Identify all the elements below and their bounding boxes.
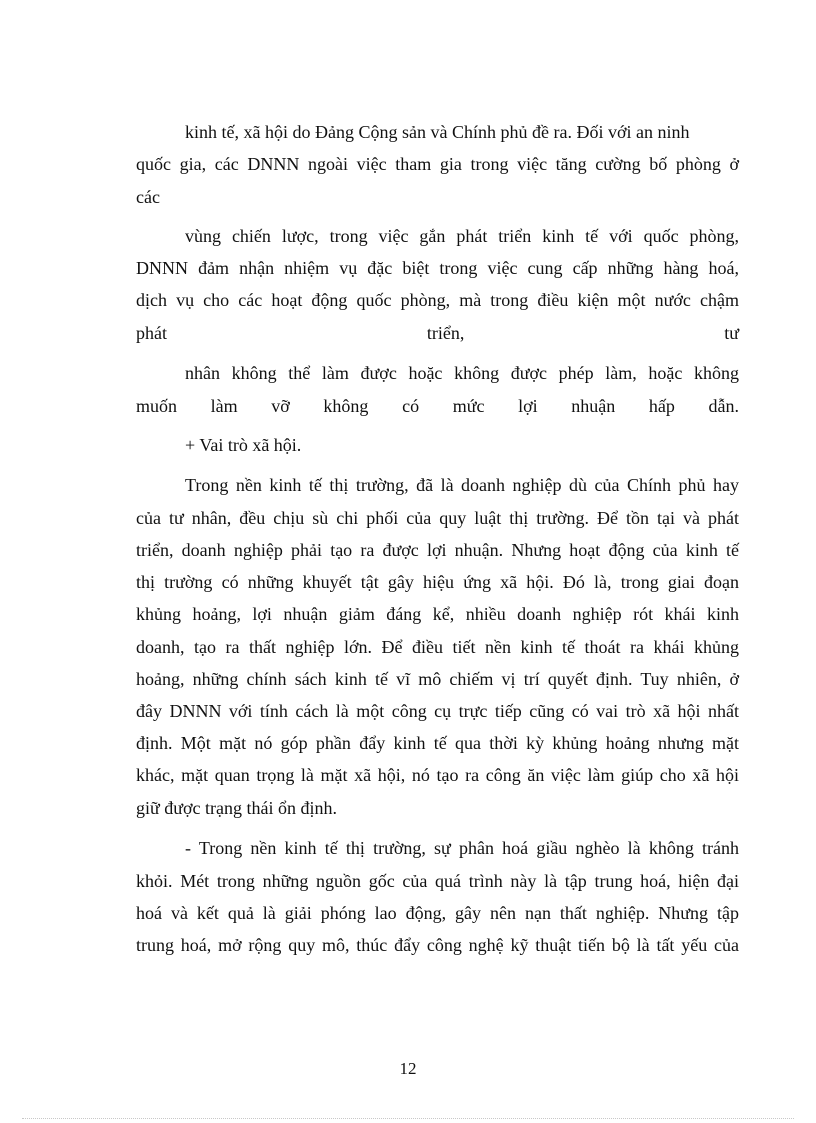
text-line: thị trường có những khuyết tật gây hiệu ứng xã hội. Đó là, trong giai đoạn	[136, 572, 739, 592]
text-line: kinh tế, xã hội do Đảng Cộng sản và Chính phủ đề ra. Đối với an ninh	[185, 122, 690, 142]
text-line: trung hoá, mở rộng quy mô, thúc đẩy công nghệ kỹ thuật tiến bộ là tất yếu của	[136, 935, 739, 955]
text-line: - Trong nền kinh tế thị trường, sự phân hoá giầu nghèo là không tránh	[185, 838, 739, 858]
page-bottom-divider	[22, 1118, 794, 1119]
section-heading: + Vai trò xã hội.	[185, 435, 302, 455]
text-line: Trong nền kinh tế thị trường, đã là doanh nghiệp dù của Chính phủ hay	[185, 475, 739, 495]
text-line	[136, 322, 739, 344]
text-line: khủng hoảng, lợi nhuận giảm đáng kể, nhiều doanh nghiệp rót khái kinh	[136, 604, 739, 624]
text-line: nhân không thể làm được hoặc không được phép làm, hoặc không	[185, 363, 739, 383]
text-line: dịch vụ cho các hoạt động quốc phòng, mà trong điều kiện một nước chậm	[136, 290, 739, 310]
text-line: khác, mặt quan trọng là mặt xã hội, nó tạo ra công ăn việc làm giúp cho xã hội	[136, 765, 739, 785]
text-line: triển, doanh nghiệp phải tạo ra được lợi nhuận. Nhưng hoạt động của kinh tế	[136, 540, 739, 560]
text-line: đây DNNN với tính cách là một công cụ trực tiếp cũng có vai trò xã hội nhất	[136, 701, 739, 721]
text-line: của tư nhân, đều chịu sù chi phối của quy luật thị trường. Để tồn tại và phát	[136, 508, 739, 528]
page-number: 12	[399, 1059, 417, 1078]
text-line: giữ được trạng thái ổn định.	[136, 798, 337, 818]
text-line: muốn làm vỡ không có mức lợi nhuận hấp dẫn.	[136, 396, 739, 416]
text-line: DNNN đảm nhận nhiệm vụ đặc biệt trong việc cung cấp những hàng hoá,	[136, 258, 739, 278]
text-line: các	[136, 187, 160, 207]
text-line: quốc gia, các DNNN ngoài việc tham gia trong việc tăng cường bố phòng ở	[136, 154, 739, 174]
text-line: hoá và kết quả là giải phóng lao động, gây nên nạn thất nghiệp. Nhưng tập	[136, 903, 739, 923]
text-line: vùng chiến lược, trong việc gắn phát triển kinh tế với quốc phòng,	[185, 226, 739, 246]
text-line: doanh, tạo ra thất nghiệp lớn. Để điều tiết nền kinh tế thoát ra khái khủng	[136, 637, 739, 657]
text-line: định. Một mặt nó góp phần đẩy kinh tế qua thời kỳ khủng hoảng nhưng mặt	[136, 733, 739, 753]
text-line: khỏi. Mét trong những nguồn gốc của quá trình này là tập trung hoá, hiện đại	[136, 871, 739, 891]
text-line-spread: phát triển, tư	[136, 323, 739, 343]
text-line: hoảng, những chính sách kinh tế vĩ mô chiếm vị trí quyết định. Tuy nhiên, ở	[136, 669, 739, 689]
